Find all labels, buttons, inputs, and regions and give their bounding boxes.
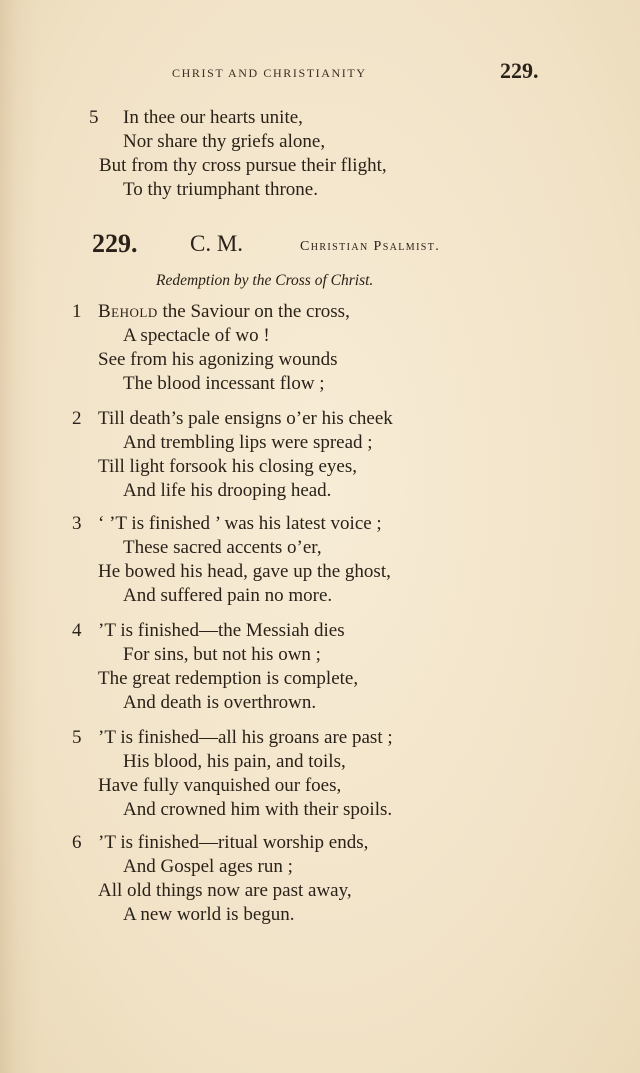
verse-line: And Gospel ages run ;: [123, 856, 293, 877]
verse-line: See from his agonizing wounds: [98, 349, 338, 370]
verse-line: And death is overthrown.: [123, 692, 317, 713]
verse-first-rest: the Saviour on the cross,: [157, 301, 350, 322]
verse-line: And suffered pain no more.: [123, 585, 333, 606]
verse-line: These sacred accents o’er,: [123, 537, 322, 558]
page-number: 229.: [500, 58, 539, 83]
verse-number: 1: [72, 301, 82, 322]
verse-number: 4: [72, 620, 82, 641]
verse-line: ’T is finished—all his groans are past ;: [98, 727, 393, 748]
verse-line: The great redemption is complete,: [98, 668, 359, 689]
verse-line: But from thy cross pursue their flight,: [99, 155, 387, 176]
verse-number: 5: [72, 727, 82, 748]
verse-line: ‘ ’T is finished ’ was his latest voice ;: [98, 513, 382, 534]
verse-line: And trembling lips were spread ;: [123, 432, 373, 453]
verse-line: A spectacle of wo !: [123, 325, 270, 346]
verse-line: ’T is finished—the Messiah dies: [98, 620, 345, 641]
verse-line: He bowed his head, gave up the ghost,: [98, 561, 391, 582]
verse-line: And life his drooping head.: [123, 480, 332, 501]
verse-line: The blood incessant flow ;: [123, 373, 325, 394]
verse-line: Till light forsook his closing eyes,: [98, 456, 357, 477]
verse-number: 2: [72, 408, 82, 429]
hymn-title: Redemption by the Cross of Christ.: [156, 272, 374, 289]
verse-line: A new world is begun.: [123, 904, 295, 925]
hymn-author: Christian Psalmist.: [300, 239, 441, 254]
verse-line: Till death’s pale ensigns o’er his cheek: [98, 408, 393, 429]
verse-line: To thy triumphant throne.: [123, 179, 318, 200]
verse-line: ’T is finished—ritual worship ends,: [98, 832, 369, 853]
verse-line: [98, 300, 350, 324]
verse-line: His blood, his pain, and toils,: [123, 751, 346, 772]
verse-line: Have fully vanquished our foes,: [98, 775, 342, 796]
verse-line: And crowned him with their spoils.: [123, 799, 393, 820]
verse-number: 5: [89, 107, 99, 128]
verse-first-word: Behold: [98, 301, 158, 322]
verse-line: All old things now are past away,: [98, 880, 352, 901]
verse-number: 6: [72, 832, 82, 853]
hymn-number: 229.: [92, 229, 138, 258]
running-head: CHRIST AND CHRISTIANITY: [172, 66, 367, 80]
verse-line: Nor share thy griefs alone,: [123, 131, 326, 152]
verse-line: For sins, but not his own ;: [123, 644, 321, 665]
hymn-meter: C. M.: [190, 231, 244, 256]
verse-number: 3: [72, 513, 82, 534]
verse-line: In thee our hearts unite,: [123, 107, 303, 128]
